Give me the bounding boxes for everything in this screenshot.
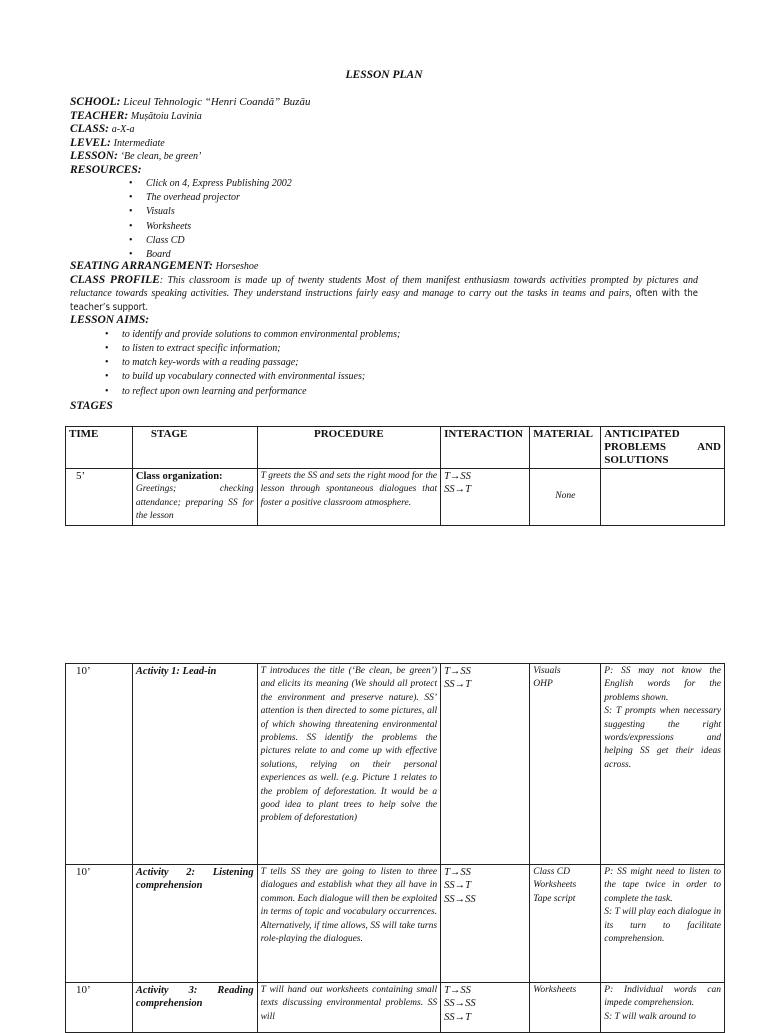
stages-heading: STAGES [70, 399, 113, 412]
row-procedure: T introduces the title (‘Be clean, be green’) and elicits its meaning (We should all protect the environment and preserve nature). SS’ attention is then directed to some pictures, all of which showing threatening environmental problems. SS identify the problems the pictures relate to and come up with effective solutions, relying on their personal experiences as well. (e.g. Picture 1 relates to the problem of deforestation. It would be a good idea to plant trees to help solve the problem of deforestation) [257, 664, 441, 865]
stage-title: Activity 3: Reading comprehension [135, 985, 254, 1010]
level-line [70, 137, 710, 151]
row-problems: P: SS may not know the English words for the problems shown. S: T prompts when necessary suggesting the right words/expressions and helping SS get their ideas across. [601, 664, 725, 865]
lesson-label: LESSON: [70, 150, 118, 162]
resource-item: • Board [146, 248, 710, 262]
row-procedure: T will hand out worksheets containing small texts discussing environmental problems. SS will [257, 983, 441, 1033]
aim-item: • to identify and provide solutions to common environmental problems; [122, 328, 710, 342]
lesson-line [70, 150, 710, 164]
aim-item: • to build up vocabulary connected with environmental issues; [122, 370, 710, 384]
resource-item: • Click on 4, Express Publishing 2002 [146, 177, 710, 191]
row-stage [132, 983, 257, 1033]
teacher-line [70, 110, 710, 124]
header-interaction: INTERACTION [441, 427, 530, 469]
table-row [66, 983, 725, 1033]
table-row [66, 865, 725, 983]
interaction-item: SS→SS [444, 893, 476, 905]
aims-line [70, 314, 710, 328]
interaction-item: SS→T [444, 484, 471, 496]
activities-table [65, 663, 725, 1033]
page-title: LESSON PLAN [345, 69, 423, 81]
row-procedure: T tells SS they are going to listen to three dialogues and establish what they all have in common. Each dialogue will then be exploited in terms of topic and vocabulary occurrences. Alternatively, if time allows, SS will take turns role-playing the dialogues. [257, 865, 441, 983]
aims-label: LESSON AIMS: [70, 314, 150, 327]
resource-item: • Visuals [146, 205, 710, 219]
header-procedure: PROCEDURE [257, 427, 441, 469]
row-interaction [441, 865, 530, 983]
row-problems [601, 469, 725, 526]
table-header-row [66, 427, 725, 469]
row-interaction [441, 664, 530, 865]
seating-value: Horseshoe [215, 261, 259, 273]
table-row [66, 664, 725, 865]
aims-list [70, 328, 710, 399]
stage-desc: Greetings; checking attendance; preparing SS for the lesson [135, 484, 254, 522]
teacher-label: TEACHER: [70, 109, 129, 122]
resources-list [70, 177, 710, 262]
interaction-item: T→SS [444, 471, 471, 482]
row-stage [132, 469, 257, 526]
school-value: Liceul Tehnologic “Henri Coandă” Buzău [123, 96, 311, 108]
school-line [70, 96, 710, 110]
resources-label: RESOURCES: [70, 163, 142, 176]
header-time: TIME [66, 427, 133, 469]
row-interaction [441, 469, 530, 526]
interaction-item: SS→T [444, 880, 471, 892]
class-value: a-X-a [111, 124, 135, 135]
interaction-item: SS→T [444, 679, 471, 691]
level-value: Intermediate [113, 137, 165, 149]
row-time: 5’ [66, 469, 133, 526]
profile-text: : This classroom is made up of twenty students Most of them manifest enthusiasm towards activities prompted by pictures and reluctance towards speaking activities. They understand instructions fairly easy and manage to carry out the tasks in teams and pairs, [70, 274, 698, 300]
row-material: Worksheets [530, 983, 601, 1033]
seating-line [70, 260, 710, 274]
row-time: 10’ [66, 983, 133, 1033]
row-problems: P: Individual words can impede comprehension. S: T will walk around to [601, 983, 725, 1033]
row-problems: P: SS might need to listen to the tape twice in order to complete the task. S: T will play each dialogue in its turn to facilitate comprehension. [601, 865, 725, 983]
interaction-item: SS→SS [444, 998, 476, 1010]
class-label: CLASS: [70, 123, 109, 135]
stage-title: Activity 2: Listening comprehension [135, 867, 254, 892]
interaction-item: T→SS [444, 985, 471, 996]
aim-item: • to listen to extract specific information; [122, 342, 710, 356]
profile-label: CLASS PROFILE [70, 273, 160, 286]
profile-tail: often with the teacher’s support. [70, 288, 698, 313]
aim-item: • to match key-words with a reading passage; [122, 356, 710, 370]
teacher-value: Mușătoiu Lavinia [130, 110, 202, 122]
row-interaction [441, 983, 530, 1033]
seating-label: SEATING ARRANGEMENT: [70, 260, 213, 273]
stage-title: Class organization: [135, 471, 223, 482]
row-time: 10’ [66, 664, 133, 865]
table-row [66, 469, 725, 526]
class-line [70, 123, 710, 137]
school-label: SCHOOL: [70, 96, 121, 108]
resource-item: • The overhead projector [146, 191, 710, 205]
row-material: Visuals OHP [530, 664, 601, 865]
level-label: LEVEL: [70, 136, 111, 149]
class-profile [70, 274, 698, 315]
stages-table [65, 426, 725, 526]
header-material: MATERIAL [530, 427, 601, 469]
interaction-item: T→SS [444, 666, 471, 677]
lesson-value: ‘Be clean, be green’ [120, 151, 202, 162]
header-problems: ANTICIPATED PROBLEMS AND SOLUTIONS [601, 427, 725, 469]
interaction-item: SS→T [444, 1011, 471, 1023]
row-procedure: T greets the SS and sets the right mood for the lesson through spontaneous dialogues that foster a positive classroom atmosphere. [257, 469, 441, 526]
row-material: None [530, 469, 601, 526]
row-time: 10’ [66, 865, 133, 983]
resources-line [70, 164, 710, 178]
row-material: Class CD Worksheets Tape script [530, 865, 601, 983]
header-stage: STAGE [132, 427, 257, 469]
lesson-header [70, 96, 710, 412]
row-stage [132, 664, 257, 865]
row-stage [132, 865, 257, 983]
resource-item: • Worksheets [146, 220, 710, 234]
interaction-item: T→SS [444, 867, 471, 878]
stage-title: Activity 1: Lead-in [135, 666, 217, 677]
resource-item: • Class CD [146, 234, 710, 248]
aim-item: • to reflect upon own learning and performance [122, 385, 710, 399]
